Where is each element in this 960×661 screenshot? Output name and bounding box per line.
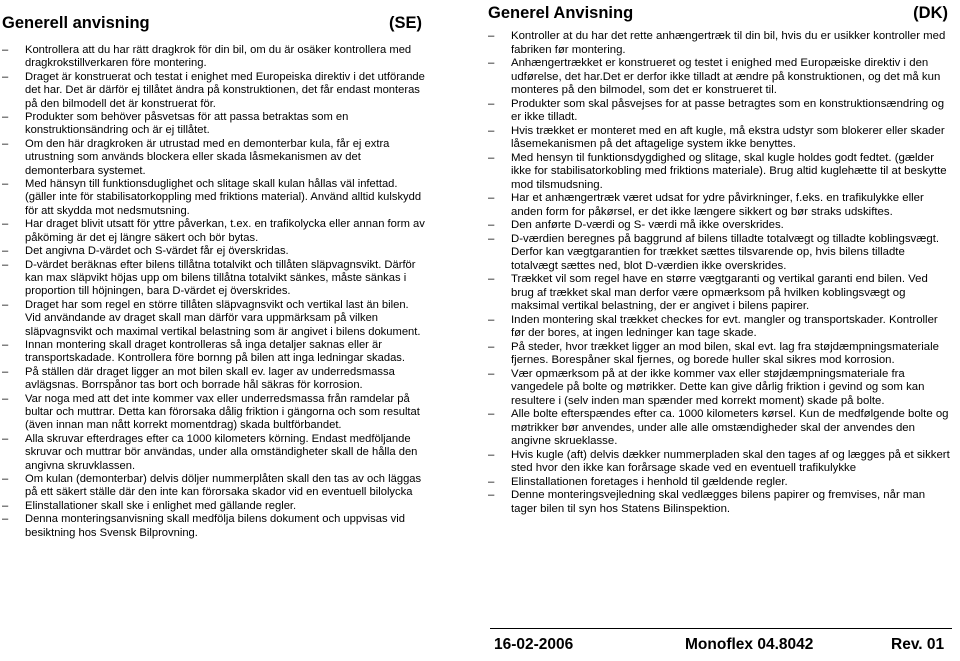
list-item: – Inden montering skal trækket checkes for evt. mangler og transportskader. Kontroller før der bores, at ingen ledninger kan tage skade. [488,314,952,341]
footer-revision: Rev. 01 [891,636,945,653]
list-item: – D-värdet beräknas efter bilens tillåtna totalvikt och tillåten släpvagnsvikt. Därför kan max släpvikt höjas upp om bilens tillåtna totalvikt sänkes, måste sänkas i proportion till höjningen, bara D-värdet ej överskrides. [2,259,426,299]
list-item: – Produkter som skal påsvejses for at passe betragtes som en konstruktionsændring og er ikke tilladt. [488,98,952,125]
list-item: – Hvis trækket er monteret med en aft kugle, må ekstra udstyr som blokerer eller skader låsemekanismen på det aftagelige system ikke benyttes. [488,125,952,152]
list-item: – Var noga med att det inte kommer vax eller underredsmassa från ramdelar på bultar och muttrar. Detta kan förorsaka dålig friktion i gängorna och som resultat (även innan man nått korrekt momentdrag) skada bultförbandet. [2,393,426,433]
swedish-header [2,0,426,44]
list-item: – Har et anhængertræk været udsat for ydre påvirkninger, f.eks. en trafikulykke eller anden form for påkørsel, er det ikke længere sikkert og bør straks udskiftes. [488,192,952,219]
list-item: – Trækket vil som regel have en større vægtgaranti og vertikal garanti end bilen. Ved brug af trækket skal man derfor være opmærksom på hvilken koblingsvægt og maksimal vertikal belastning, der er angivet i bilens papirer. [488,273,952,314]
swedish-instruction-list [2,44,426,540]
swedish-column [2,0,426,540]
list-item: – Produkter som behöver påsvetsas för att passa betraktas som en konstruktionsändring och är ej tillåtet. [2,111,426,138]
list-item: – Vær opmærksom på at der ikke kommer vax eller støjdæmpningsmateriale fra vangedele på bolte og møtrikker. Dette kan give dårlig friktion i gevind og som kan resultere i (selv inden man spænder med korrekt moment) skade på bolte. [488,368,952,409]
list-item: – Draget är konstruerat och testat i enighet med Europeiska direktiv i det utförande det har. Det är därför ej tillåtet ändra på konstruktionen, det får endast monteras på den bilmodell det är konstruerat för. [2,71,426,111]
list-item: – Kontrollera att du har rätt dragkrok för din bil, om du är osäker kontrollera med dragkrokstillverkaren före montering. [2,44,426,71]
footer-divider [490,628,952,629]
list-item: – Den anførte D-værdi og S- værdi må ikke overskrides. [488,219,952,233]
list-item: – Har draget blivit utsatt för yttre påverkan, t.ex. en trafikolycka eller annan form av påköming är det ej längre säkert och bör bytas. [2,218,426,245]
swedish-language-tag: (SE) [389,14,422,32]
danish-column [488,0,952,516]
list-item: – På steder, hvor trækket ligger an mod bilen, skal evt. lag fra støjdæmpningsmateriale fjernes. Borespåner skal fjernes, og borede huller skal sikres mod korrosion. [488,341,952,368]
footer-product-code: Monoflex 04.8042 [685,636,814,653]
danish-language-tag: (DK) [913,4,948,22]
list-item: – Elinstallationer skall ske i enlighet med gällande regler. [2,500,426,513]
list-item: – Denna monteringsanvisning skall medfölja bilens dokument och uppvisas vid besiktning hos Svensk Bilprovning. [2,513,426,540]
list-item: – Det angivna D-värdet och S-värdet får ej överskridas. [2,245,426,258]
swedish-title: Generell anvisning [2,14,150,32]
list-item: – Draget har som regel en större tillåten släpvagnsvikt och vertikal last än bilen. Vid användande av draget skall man därför vara uppmärksam på vilken släpvagnsvikt och maximal vertikal belastning som är angivet i bilens dokument. [2,299,426,339]
list-item: – Elinstallationen foretages i henhold til gældende regler. [488,476,952,490]
list-item: – Anhængertrækket er konstrueret og testet i enighed med Europæiske direktiv i den udførelse, det har.Det er derfor ikke tilladt at ændre på konstruktionen, og det må kun monteres på den bilmodel, som det er konstrueret til. [488,57,952,98]
list-item: – Kontroller at du har det rette anhængertræk til din bil, hvis du er usikker kontroller med fabriken før montering. [488,30,952,57]
list-item: – Alle bolte efterspændes efter ca. 1000 kilometers kørsel. Kun de medfølgende bolte og møtrikker bør anvendes, under alle alle omstændigheder skal der anvendes den angivne skrueklasse. [488,408,952,449]
list-item: – D-værdien beregnes på baggrund af bilens tilladte totalvægt og tilladte koblingsvægt. Derfor kan vægtgarantien for trækket sættes tilsvarende op, hvis bilens tilladte totalvægt sættes ned, blot D-værdien ikke overskrides. [488,233,952,274]
danish-title: Generel Anvisning [488,4,634,22]
list-item: – Om den här dragkroken är utrustad med en demonterbar kula, får ej extra utrustning som används blockera eller skada låsmekanismen av det demonterbara systemet. [2,138,426,178]
list-item: – Med hensyn til funktionsdygdighed og slitage, skal kugle holdes godt fedtet. (gælder ikke for stabilisatorkobling med friktions materiale). Brug altid kuglehætte til at beskytte mod tilsmudsning. [488,152,952,193]
list-item: – På ställen där draget ligger an mot bilen skall ev. lager av underredsmassa avlägsnas. Borrspånor tas bort och borrade hål säkras för korrosion. [2,366,426,393]
list-item: – Alla skruvar efterdrages efter ca 1000 kilometers körning. Endast medföljande skruvar och muttrar bör användas, under alla omständigheter skall de hålla den angivna skruvklassen. [2,433,426,473]
list-item: – Denne monteringsvejledning skal vedlægges bilens papirer og fremvises, når man tager bilen til syn hos Statens Bilinspektion. [488,489,952,516]
danish-header [488,0,952,30]
list-item: – Om kulan (demonterbar) delvis döljer nummerplåten skall den tas av och läggas på ett säkert ställe där den inte kan förorsaka skador vid en eventuell bilolycka [2,473,426,500]
list-item: – Hvis kugle (aft) delvis dækker nummerpladen skal den tages af og lægges på et sikkert sted hvor den ikke kan forårsage skade ved en eventuell trafikulykke [488,449,952,476]
list-item: – Innan montering skall draget kontrolleras så inga detaljer saknas eller är transportskadade. Kontrollera före bornng på bilen att inga ledningar skadas. [2,339,426,366]
list-item: – Med hänsyn till funktionsduglighet och slitage skall kulan hållas väl infettad. (gäller inte för stabilisatorkoppling med friktions material). Använd alltid kulskydd för att skydda mot nedsmutsning. [2,178,426,218]
footer-date: 16-02-2006 [494,636,574,653]
danish-instruction-list [488,30,952,516]
